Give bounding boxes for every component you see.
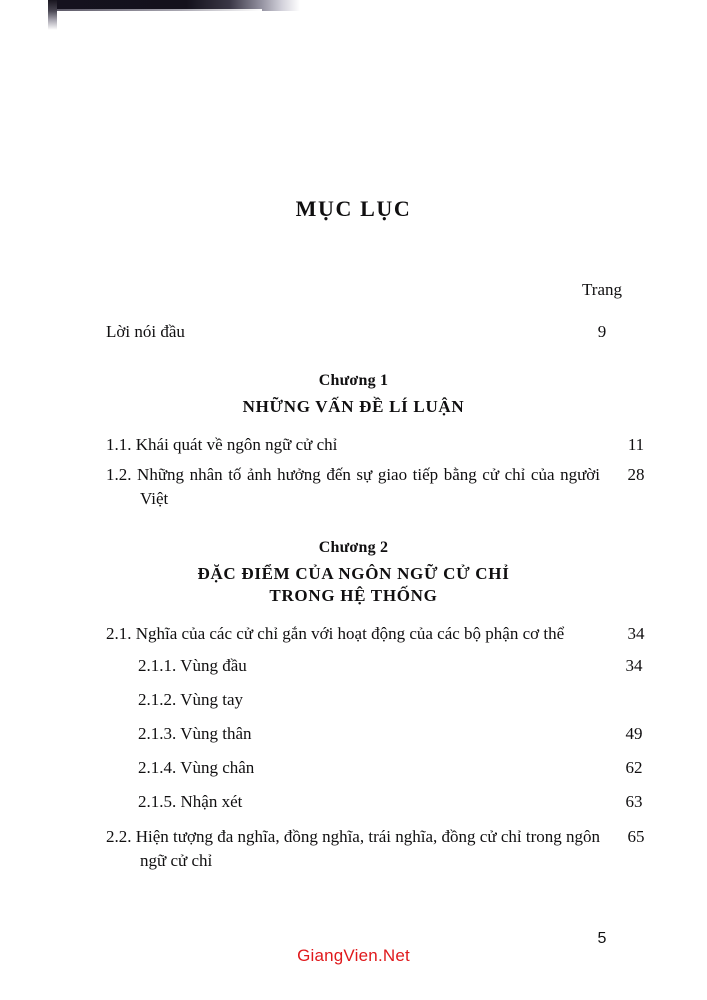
page-folio-number: 5 <box>597 930 607 947</box>
toc-entry-label: 2.2. Hiện tượng đa nghĩa, đồng nghĩa, trái nghĩa, đồng cử chỉ trong ngôn ngữ cử chỉ <box>106 826 600 870</box>
scan-rule-artifact <box>57 9 262 11</box>
table-of-contents <box>0 280 707 873</box>
toc-entry[interactable] <box>106 825 645 873</box>
chapter-title: NHỮNG VẤN ĐỀ LÍ LUẬN <box>242 397 465 417</box>
chapter-title: ĐẶC ĐIỂM CỦA NGÔN NGỮ CỬ CHỈ <box>197 563 510 583</box>
toc-entry-label: 2.1.2. Vùng tay <box>138 690 243 710</box>
toc-entry[interactable] <box>106 433 645 457</box>
toc-entry-label: 2.1.4. Vùng chân <box>138 758 255 778</box>
chapter-heading-2 <box>0 539 707 608</box>
toc-entry[interactable] <box>106 688 638 712</box>
toc-entry[interactable] <box>106 722 643 746</box>
toc-entry-page: 62 <box>625 758 643 778</box>
toc-entry-label: Lời nói đầu <box>106 322 185 341</box>
toc-entry[interactable] <box>106 790 643 814</box>
toc-entry-page: 34 <box>627 623 645 643</box>
toc-entry-page: 34 <box>625 655 643 675</box>
toc-entry-label: 2.1.1. Vùng đầu <box>138 655 247 675</box>
chapter-heading-1 <box>0 372 707 418</box>
scan-spine-artifact <box>48 0 57 30</box>
toc-entry[interactable] <box>106 654 643 678</box>
toc-entry[interactable] <box>106 463 645 511</box>
toc-entry[interactable] <box>106 756 643 780</box>
scan-edge-artifact <box>48 0 300 11</box>
toc-entry-front-matter[interactable] <box>106 320 638 344</box>
toc-entry-page: 49 <box>625 724 643 744</box>
toc-entry-page: 9 <box>597 322 607 341</box>
chapter-number: Chương 2 <box>318 538 389 556</box>
toc-entry-page: 11 <box>627 434 645 454</box>
toc-entry-label: 1.2. Những nhân tố ảnh hưởng đến sự giao tiếp bằng cử chỉ của người Việt <box>106 464 600 508</box>
toc-entry-page: 28 <box>627 464 645 484</box>
toc-entry-label: 1.1. Khái quát về ngôn ngữ cử chỉ <box>106 434 338 454</box>
toc-entry[interactable] <box>106 622 645 646</box>
toc-entry-label: 2.1. Nghĩa của các cử chỉ gắn với hoạt động của các bộ phận cơ thể <box>106 623 565 643</box>
page-column-header: Trang <box>582 280 622 299</box>
toc-entry-page: 65 <box>627 826 645 846</box>
chapter-title-line-2: TRONG HỆ THỐNG <box>269 586 438 606</box>
site-watermark: GiangVien.Net <box>297 946 410 965</box>
page-title: MỤC LỤC <box>295 196 412 221</box>
toc-entry-label: 2.1.5. Nhận xét <box>138 792 243 812</box>
toc-entry-label: 2.1.3. Vùng thân <box>138 724 252 744</box>
chapter-number: Chương 1 <box>318 372 389 390</box>
toc-entry-page: 63 <box>625 792 643 812</box>
